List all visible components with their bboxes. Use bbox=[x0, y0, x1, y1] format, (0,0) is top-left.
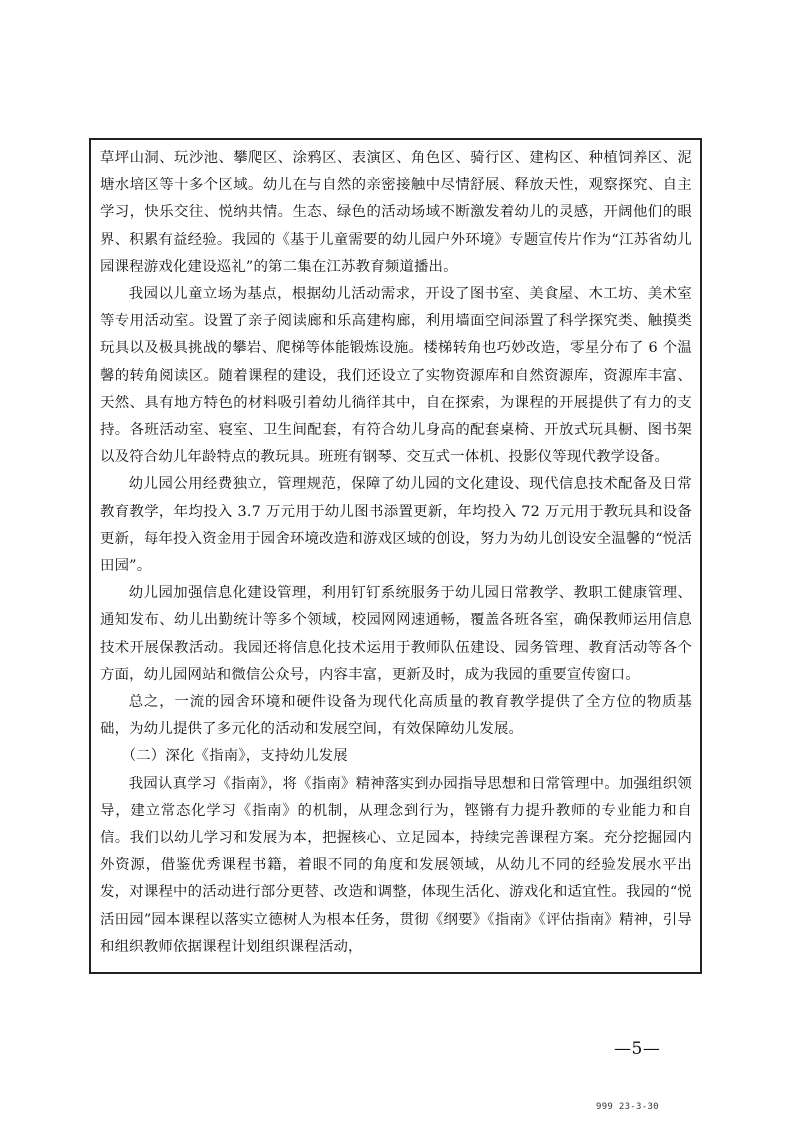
paragraph-outdoor-areas: 草坪山洞、玩沙池、攀爬区、涂鸦区、表演区、角色区、骑行区、建构区、种植饲养区、泥塘水培区等十多个区域。幼儿在与自然的亲密接触中尽情舒展、释放天性，观察探究、自主学习，快乐交往、悦纳共情。生态、绿色的活动场域不断激发着幼儿的灵感，开阔他们的眼界、积累有益经验。我园的《基于儿童需要的幼儿园户外环境》专题宣传片作为“江苏省幼儿园课程游戏化建设巡礼”的第二集在江苏教育频道播出。 bbox=[100, 150, 692, 275]
footer-stamp: 999 23-3-30 bbox=[596, 1102, 659, 1112]
document-body bbox=[100, 145, 692, 961]
paragraph-summary: 总之，一流的园舍环境和硬件设备为现代化高质量的教育教学提供了全方位的物质基础，为幼儿提供了多元化的活动和发展空间，有效保障幼儿发展。 bbox=[100, 694, 692, 738]
page-number: —5— bbox=[614, 1039, 661, 1059]
paragraph-funding: 幼儿园公用经费独立，管理规范，保障了幼儿园的文化建设、现代信息技术配备及日常教育教学，年均投入 3.7 万元用于幼儿图书添置更新，年均投入 72 万元用于教玩具和设备更新，每年投入资金用于园舍环境改造和游戏区域的创设，努力为幼儿创设安全温馨的“悦活田园”。 bbox=[100, 476, 692, 575]
paragraph-informatization: 幼儿园加强信息化建设管理，利用钉钉系统服务于幼儿园日常教学、教职工健康管理、通知发布、幼儿出勤统计等多个领域，校园网网速通畅，覆盖各班各室，确保教师运用信息技术开展保教活动。我园还将信息化技术运用于教师队伍建设、园务管理、教育活动等各个方面，幼儿园网站和微信公众号，内容丰富，更新及时，成为我园的重要宣传窗口。 bbox=[100, 585, 692, 683]
section-heading: （二）深化《指南》，支持幼儿发展 bbox=[121, 748, 348, 765]
paragraph-activity-rooms: 我园以儿童立场为基点，根据幼儿活动需求，开设了图书室、美食屋、木工坊、美术室等专用活动室。设置了亲子阅读廊和乐高建构廊，利用墙面空间添置了科学探究类、触摸类玩具以及极具挑战的攀岩、爬梯等体能锻炼设施。楼梯转角也巧妙改造，零星分布了 6 个温馨的转角阅读区。随着课程的建设，我们还设立了实物资源库和自然资源库，资源库丰富、天然、具有地方特色的材料吸引着幼儿徜徉其中，自在探索，为课程的开展提供了有力的支持。各班活动室、寝室、卫生间配套，有符合幼儿身高的配套桌椅、开放式玩具橱、图书架以及符合幼儿年龄特点的教玩具。班班有钢琴、交互式一体机、投影仪等现代教学设备。 bbox=[100, 286, 692, 466]
paragraph-guide-study: 我园认真学习《指南》，将《指南》精神落实到办园指导思想和日常管理中。加强组织领导，建立常态化学习《指南》的机制，从理念到行为，铿锵有力提升教师的专业能力和自信。我们以幼儿学习和发展为本，把握核心、立足园本，持续完善课程方案。充分挖掘园内外资源，借鉴优秀课程书籍，着眼不同的角度和发展领域，从幼儿不同的经验发展水平出发，对课程中的活动进行部分更替、改造和调整，体现生活化、游戏化和适宜性。我园的“悦活田园”园本课程以落实立德树人为根本任务，贯彻《纲要》《指南》《评估指南》精神，引导和组织教师依据课程计划组织课程活动， bbox=[100, 775, 692, 955]
